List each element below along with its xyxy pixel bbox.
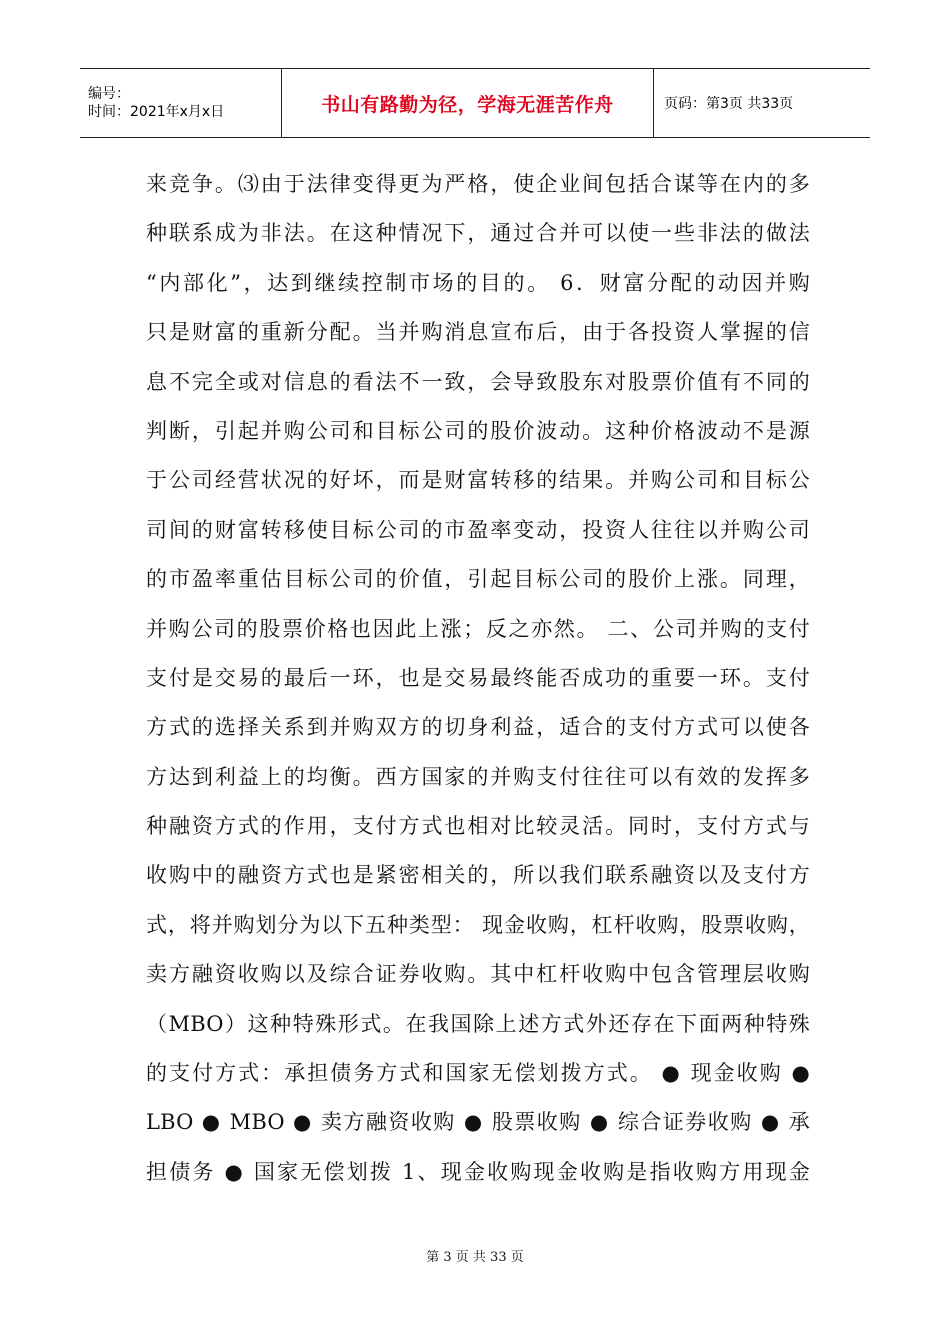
body-line: 于公司经营状况的好坏，而是财富转移的结果。并购公司和目标公 (146, 468, 810, 493)
body-line: （MBO）这种特殊形式。在我国除上述方式外还存在下面两种特殊 (146, 1011, 810, 1036)
body-line: 来竞争。⑶由于法律变得更为严格，使企业间包括合谋等在内的多 (146, 172, 810, 196)
body-line: 方达到利益上的均衡。西方国家的并购支付往往可以有效的发挥多 (146, 764, 810, 789)
page-footer: 第 3 页 共 33 页 (426, 1250, 524, 1265)
body-line: 种联系成为非法。在这种情况下，通过合并可以使一些非法的做法 (146, 221, 810, 246)
body-line: 收购中的融资方式也是紧密相关的，所以我们联系融资以及支付方 (146, 863, 810, 888)
header-motto-cell (282, 69, 654, 137)
page-header (80, 68, 870, 138)
body-line: 息不完全或对信息的看法不一致，会导致股东对股票价值有不同的 (146, 369, 810, 394)
header-motto: 书山有路勤为径，学海无涯苦作舟 (321, 93, 614, 116)
body-line: 担债务 ● 国家无偿划拨 1、现金收购现金收购是指收购方用现金 (146, 1159, 810, 1184)
body-line: 方式的选择关系到并购双方的切身利益，适合的支付方式可以使各 (146, 715, 810, 740)
body-line: 种融资方式的作用，支付方式也相对比较灵活。同时，支付方式与 (146, 814, 810, 839)
body-line: 司间的财富转移使目标公司的市盈率变动，投资人往往以并购公司 (146, 517, 810, 542)
body-line: LBO ● MBO ● 卖方融资收购 ● 股票收购 ● 综合证券收购 ● 承 (146, 1110, 810, 1135)
body-line: 只是财富的重新分配。当并购消息宣布后，由于各投资人掌握的信 (146, 320, 810, 345)
body-line: 卖方融资收购以及综合证券收购。其中杠杆收购中包含管理层收购 (146, 962, 810, 987)
header-page-cell (654, 69, 870, 137)
document-body (146, 160, 810, 1197)
time-label: 时间：2021年x月x日 (88, 104, 225, 120)
body-line: 判断，引起并购公司和目标公司的股价波动。这种价格波动不是源 (146, 418, 810, 443)
body-line: 的支付方式：承担债务方式和国家无偿划拨方式。 ● 现金收购 ● (146, 1061, 810, 1086)
header-page-info: 页码：第3页 共33页 (664, 96, 794, 112)
body-line: 并购公司的股票价格也因此上涨；反之亦然。 二、公司并购的支付 (146, 616, 810, 641)
body-line: “内部化”，达到继续控制市场的目的。 6．财富分配的动因并购 (146, 270, 810, 295)
body-line: 式，将并购划分为以下五种类型： 现金收购，杠杆收购，股票收购， (146, 912, 810, 937)
serial-label: 编号： (88, 86, 130, 102)
header-meta (80, 69, 282, 137)
body-line: 的市盈率重估目标公司的价值，引起目标公司的股价上涨。同理， (146, 567, 810, 592)
body-line: 支付是交易的最后一环，也是交易最终能否成功的重要一环。支付 (146, 665, 810, 690)
